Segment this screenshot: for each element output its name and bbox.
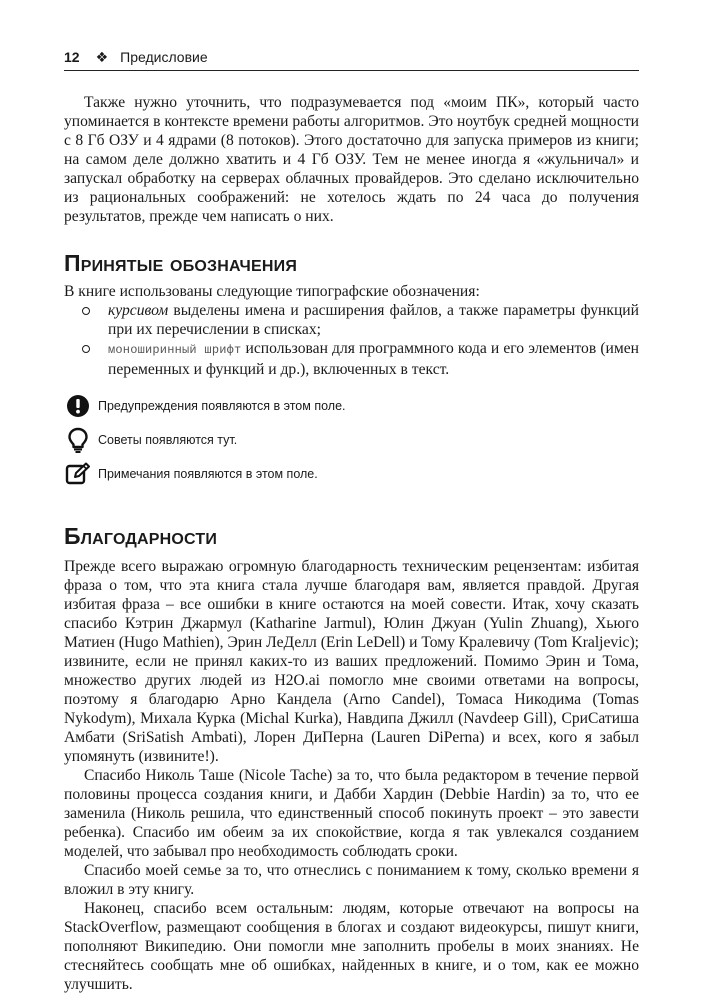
list-item-text: выделены имена и расширения файлов, а также параметры функций при их перечислении в списках; (108, 302, 639, 338)
list-item (64, 301, 639, 339)
callout-legend (64, 389, 639, 491)
note-callout-text: Примечания появляются в этом поле. (98, 467, 318, 481)
list-item (64, 339, 639, 379)
lightbulb-icon (64, 426, 92, 454)
bullet-circle-icon (82, 345, 90, 353)
acknowledgements-paragraph: Наконец, спасибо всем остальным: людям, которые отвечают на вопросы на StackOverflow, размещают сообщения в блогах и создают видеокурсы, пишут книги, пополняют Википедию. Они помогли мне заполнить пробелы в моих знаниях. Не стесняйтесь сообщать мне об ошибках, найденных в книге, и о том, как ее можно улучшить. (64, 900, 639, 993)
conventions-list (64, 301, 639, 379)
note-callout (64, 457, 639, 491)
conventions-heading: Принятые обозначения (64, 250, 298, 276)
intro-paragraph: Также нужно уточнить, что подразумевается под «моим ПК», который часто упоминается в контексте времени работы алгоритмов. Это ноутбук средней мощности с 8 Гб ОЗУ и 4 ядрами (8 потоков). Этого достаточно для запуска примеров из книги; на самом деле должно хватить и 4 Гб ОЗУ. Тем не менее иногда я «жульничал» и запускал обработку на серверах облачных провайдеров. Это сделано исключительно из рациональных соображений: не хотелось ждать по 24 часа до получения результатов, прежде чем написать о них. (64, 94, 639, 225)
conventions-lead: В книге использованы следующие типографские обозначения: (64, 283, 480, 300)
italic-term: курсивом (108, 302, 169, 319)
acknowledgements-paragraph: Прежде всего выражаю огромную благодарность техническим рецензентам: избитая фраза о том, что эта книга стала лучше благодаря вам, является правдой. Другая избитая фраза – все ошибки в книге остаются на моей совести. Итак, хочу сказать спасибо Кэтрин Джармул (Katharine Jarmul), Юлин Джуан (Yulin Zhuang), Хьюго Матиен (Hugo Mathien), Эрин ЛеДелл (Erin LeDell) и Тому Кралевичу (Tom Kraljevic); извините, если не принял каких-то из ваших предложений. Помимо Эрин и Тома, множество других людей из H2O.ai помогло мне своими ответами на вопросы, поэтому я благодарю Арно Кандела (Arno Candel), Томаса Никодима (Tomas Nykodym), Михала Курка (Michal Kurka), Навдипа Джилл (Navdeep Gill), СриСатиша Амбати (SriSatish Ambati), Лорен ДиПерна (Lauren DiPerna) и всех, кого я забыл упомянуть (извините!). (64, 558, 639, 765)
warning-callout-text: Предупреждения появляются в этом поле. (98, 399, 346, 413)
monospace-term: моноширинный шрифт (108, 343, 242, 357)
list-item-text: использован для программного кода и его элементов (имен переменных и функций и др.), включенных в текст. (108, 340, 639, 378)
acknowledgements-heading: Благодарности (64, 523, 218, 549)
acknowledgements-paragraph: Спасибо Николь Таше (Nicole Tache) за то, что была редактором в течение первой половины процесса создания книги, и Дабби Хардин (Debbie Hardin) за то, что ее заменила (Николь решила, что единственный способ покинуть проект – это завести ребенка). Спасибо им обеим за их спокойствие, когда я так увлекался созданием моделей, что забывал про необходимость соблюдать сроки. (64, 767, 639, 860)
tip-callout-text: Советы появляются тут. (98, 433, 238, 447)
header-separator-icon: ❖ (95, 48, 109, 65)
bullet-circle-icon (82, 307, 90, 315)
chapter-title: Предисловие (120, 49, 208, 65)
page-number: 12 (64, 49, 80, 65)
warning-callout (64, 389, 639, 423)
acknowledgements-paragraph: Спасибо моей семье за то, что отнеслись с пониманием к тому, сколько времени я вложил в эту книгу. (64, 862, 639, 898)
warning-icon (64, 392, 92, 420)
book-page (64, 44, 639, 994)
note-edit-icon (64, 460, 92, 488)
acknowledgements-body (64, 557, 639, 994)
running-header (64, 44, 639, 71)
tip-callout (64, 423, 639, 457)
